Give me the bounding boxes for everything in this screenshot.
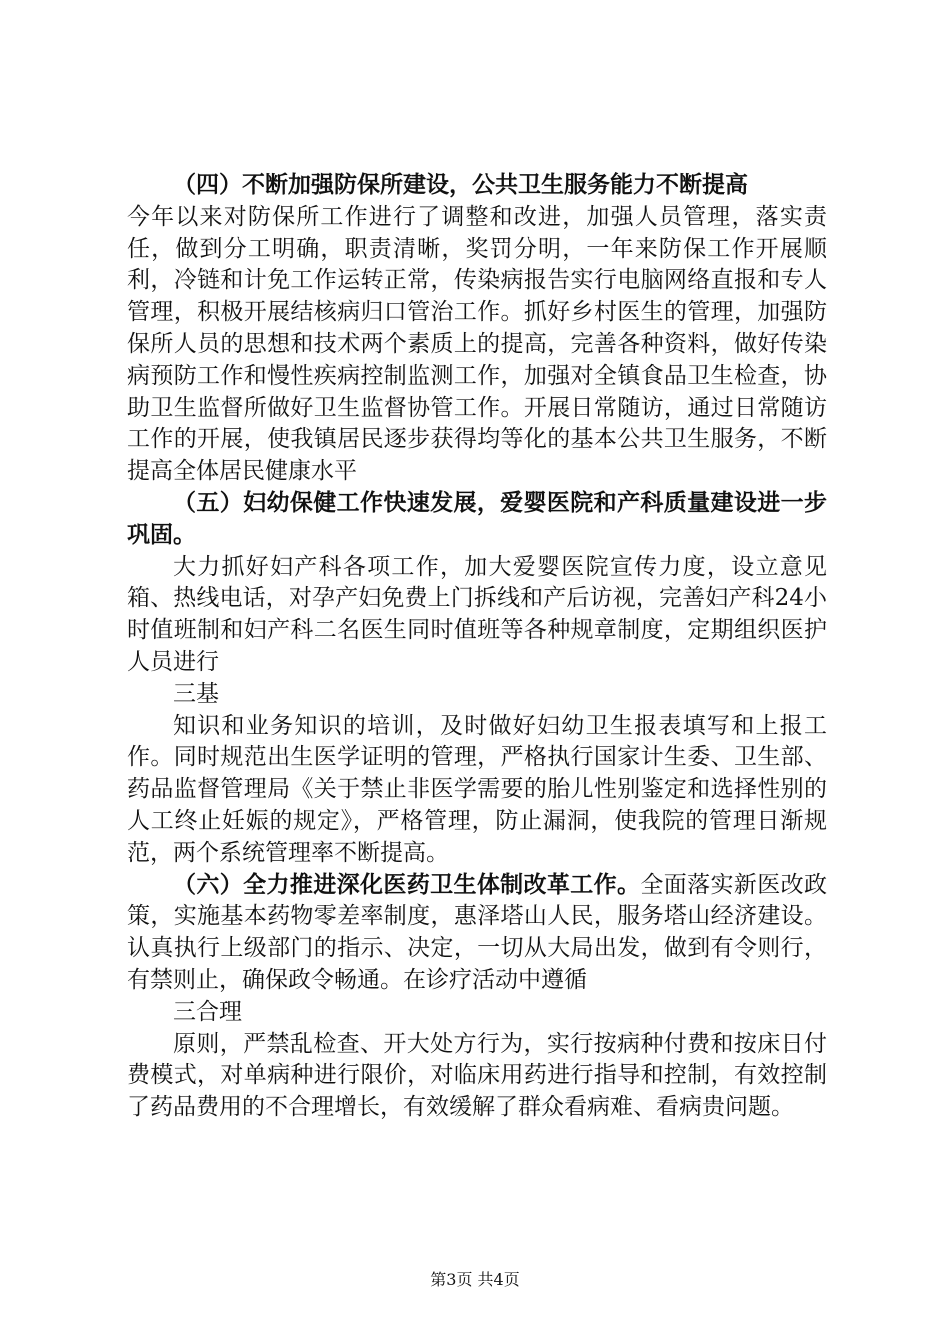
- paragraph-4: 今年以来对防保所工作进行了调整和改进，加强人员管理，落实责任，做到分工明确，职责清晰，奖罚分明，一年来防保工作开展顺利，冷链和计免工作运转正常，传染病报告实行电脑网络直报和专人管理，积极开展结核病归口管治工作。抓好乡村医生的管理，加强防保所人员的思想和技术两个素质上的提高，完善各种资料，做好传染病预防工作和慢性疾病控制监测工作，加强对全镇食品卫生检查，协助卫生监督所做好卫生监督协管工作。开展日常随访，通过日常随访工作的开展，使我镇居民逐步获得均等化的基本公共卫生服务，不断提高全体居民健康水平: [127, 203, 827, 485]
- section-heading-4: （四）不断加强防保所建设，公共卫生服务能力不断提高: [173, 172, 748, 198]
- section-6-paragraph: [127, 870, 827, 997]
- paragraph-6c: 原则，严禁乱检查、开大处方行为，实行按病种付费和按床日付费模式，对单病种进行限价，对临床用药进行指导和控制，有效控制了药品费用的不合理增长，有效缓解了群众看病难、看病贵问题。: [127, 1030, 827, 1121]
- document-body: [127, 170, 827, 1124]
- paragraph-5b: 三基: [173, 680, 219, 707]
- paragraph-6a: 全面落实新医改政策，实施基本药物零差率制度，惠泽塔山人民，服务塔山经济建设。认真执行上级部门的指示、决定，一切从大局出发，做到有令则行，有禁则止，确保政令畅通。在诊疗活动中遵循: [127, 871, 828, 993]
- page-footer: 第3页 共4页: [430, 1270, 520, 1289]
- paragraph-5c: 知识和业务知识的培训，及时做好妇幼卫生报表填写和上报工作。同时规范出生医学证明的管理，严格执行国家计生委、卫生部、药品监督管理局《关于禁止非医学需要的胎儿性别鉴定和选择性别的人工终止妊娠的规定》，严格管理，防止漏洞，使我院的管理日渐规范，两个系统管理率不断提高。: [127, 712, 827, 866]
- paragraph-6b: 三合理: [173, 998, 242, 1025]
- paragraph-5a: 大力抓好妇产科各项工作，加大爱婴医院宣传力度，设立意见箱、热线电话，对孕产妇免费上门拆线和产后访视，完善妇产科24小时值班制和妇产科二名医生同时值班等各种规章制度，定期组织医护人员进行: [127, 553, 827, 675]
- section-heading-5: （五）妇幼保健工作快速发展，爱婴医院和产科质量建设进一步巩固。: [127, 489, 827, 548]
- section-heading-6: （六）全力推进深化医药卫生体制改革工作。: [173, 871, 641, 898]
